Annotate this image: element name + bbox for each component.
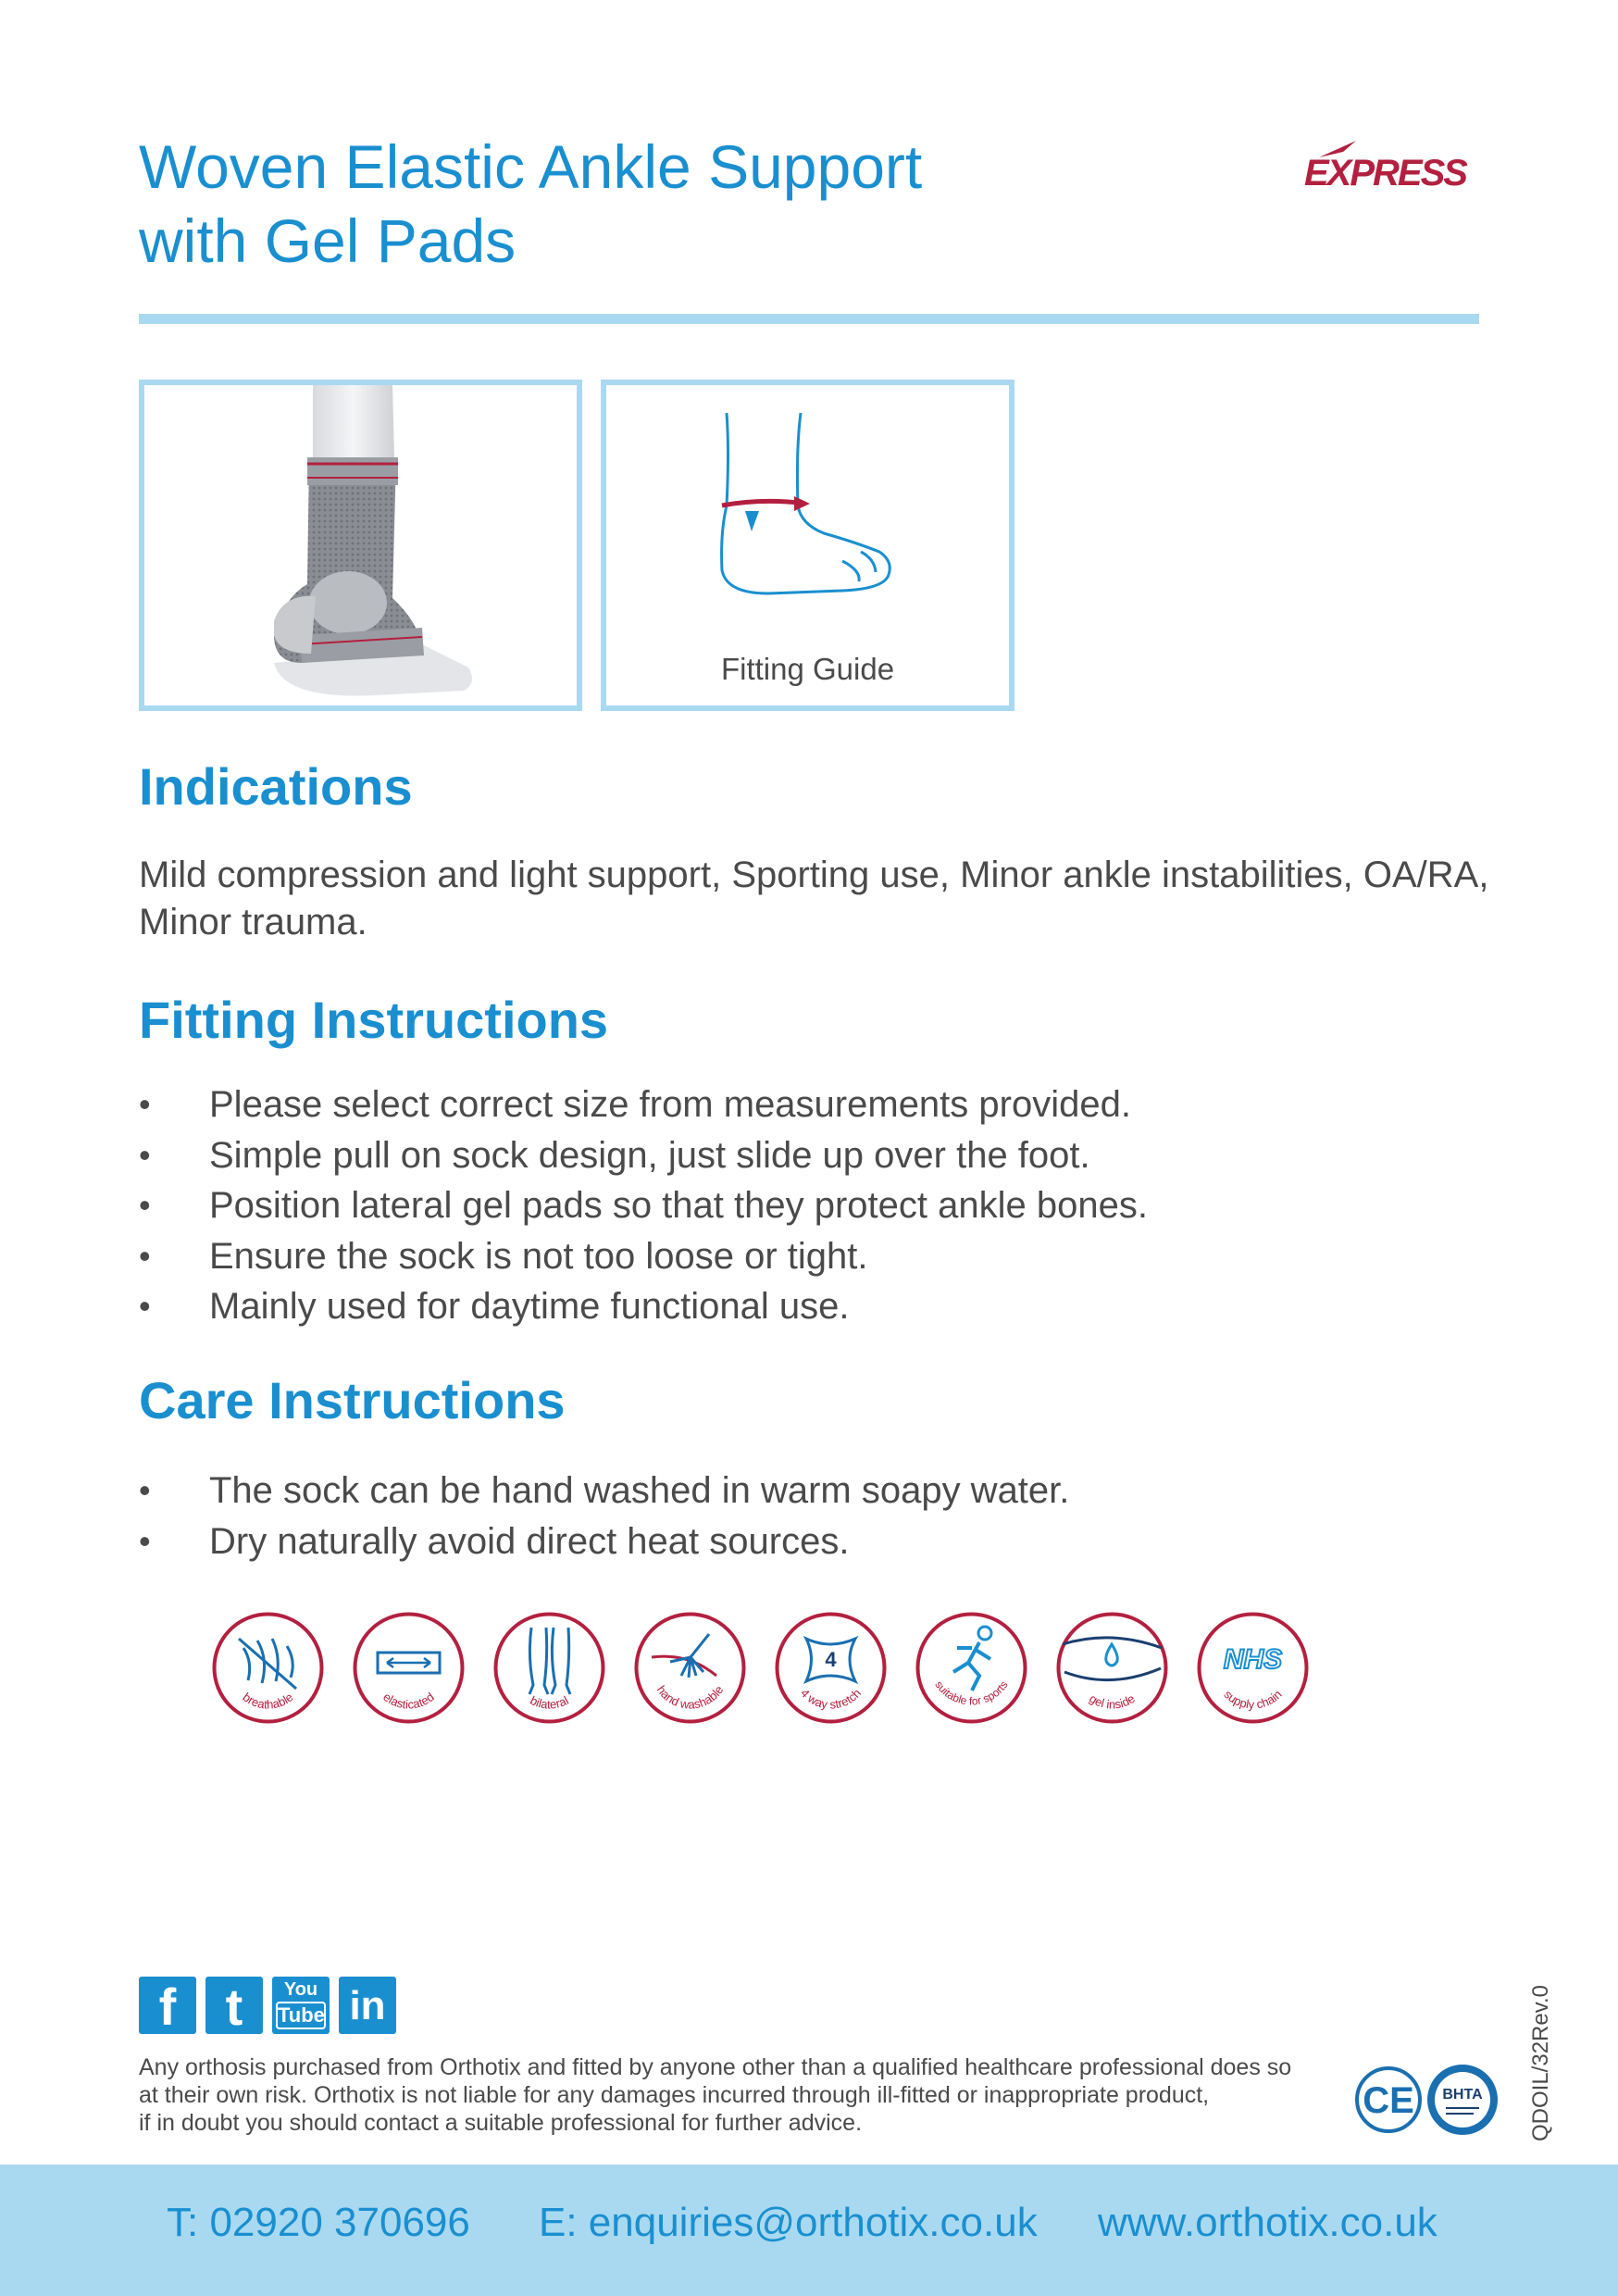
legs-icon	[492, 1611, 606, 1725]
svg-text:hand washable: hand washable	[653, 1682, 727, 1712]
product-photo-frame	[139, 380, 582, 711]
product-photo	[144, 385, 577, 705]
fitting-list	[139, 1079, 1481, 1332]
nhs-mark-text: NHS	[1223, 1644, 1283, 1675]
svg-text:BHTA: BHTA	[1442, 2087, 1483, 2103]
svg-text:bilateral: bilateral	[528, 1692, 571, 1712]
svg-text:elasticated: elasticated	[380, 1690, 437, 1712]
facebook-icon[interactable]: f	[139, 1977, 196, 2034]
title-line-1: Woven Elastic Ankle Support	[139, 132, 923, 201]
svg-text:CE: CE	[1363, 2080, 1414, 2121]
nhs-icon	[1196, 1611, 1310, 1725]
runner-icon	[915, 1611, 1028, 1725]
fitting-guide-caption: Fitting Guide	[720, 652, 895, 686]
disclaimer-line: at their own risk. Orthotix is not liable for any damages incurred through ill-fitted or inappropriate product,	[139, 2082, 1210, 2108]
stretch-arrows-icon	[352, 1611, 466, 1725]
svg-text:suitable for sports: suitable for sports	[932, 1678, 1011, 1708]
ce-mark-icon	[1357, 2068, 1420, 2131]
footer-bar	[0, 2165, 1618, 2296]
svg-text:gel inside: gel inside	[1087, 1691, 1138, 1712]
disclaimer	[139, 2053, 1342, 2137]
svg-text:4: 4	[825, 1648, 837, 1671]
document-code	[1500, 1977, 1564, 2143]
svg-text:QDOIL/32Rev.0: QDOIL/32Rev.0	[1528, 1985, 1553, 2141]
gel-drop-icon	[1055, 1611, 1169, 1725]
list-item: • The sock can be hand washed in warm soapy water.	[139, 1466, 1481, 1516]
linkedin-icon[interactable]: in	[339, 1977, 396, 2034]
four-arrows-icon	[774, 1611, 888, 1725]
fitting-heading: Fitting Instructions	[139, 991, 609, 1049]
footer-email[interactable]: E: enquiries@orthotix.co.uk	[539, 2200, 1038, 2245]
disclaimer-line: Any orthosis purchased from Orthotix and fitted by anyone other than a qualified healthcare professional does so	[139, 2054, 1292, 2080]
care-heading: Care Instructions	[139, 1371, 566, 1429]
certification-marks	[1353, 2062, 1501, 2138]
title-line-2: with Gel Pads	[139, 206, 517, 275]
care-list	[139, 1466, 1481, 1566]
youtube-text-you: You	[283, 1979, 318, 2000]
youtube-text-tube: Tube	[276, 2002, 326, 2029]
youtube-icon[interactable]	[272, 1977, 330, 2034]
footer-website[interactable]: www.orthotix.co.uk	[1098, 2200, 1438, 2245]
twitter-icon[interactable]: t	[205, 1977, 263, 2034]
feature-icons-row	[211, 1611, 1308, 1731]
express-logo	[1301, 137, 1481, 194]
fitting-guide-frame	[601, 380, 1014, 711]
list-item: • Ensure the sock is not too loose or tight.	[139, 1231, 1481, 1282]
list-item: • Simple pull on sock design, just slide up over the foot.	[139, 1130, 1481, 1181]
list-item: • Please select correct size from measurements provided.	[139, 1079, 1481, 1130]
svg-text:supply chain: supply chain	[1221, 1687, 1285, 1712]
list-item: • Position lateral gel pads so that they protect ankle bones.	[139, 1180, 1481, 1231]
airflow-icon	[211, 1611, 325, 1725]
list-item: • Dry naturally avoid direct heat sources.	[139, 1516, 1481, 1567]
express-logo-text: EXPRESS	[1304, 153, 1466, 193]
fitting-guide-illustration	[694, 413, 926, 626]
page-title	[139, 130, 1064, 278]
bhta-logo-icon	[1427, 2065, 1498, 2135]
disclaimer-line: if in doubt you should contact a suitable professional for further advice.	[139, 2110, 863, 2136]
list-item: • Mainly used for daytime functional use.	[139, 1281, 1481, 1332]
indications-text: Mild compression and light support, Sporting use, Minor ankle instabilities, OA/RA, Minor trauma.	[139, 855, 1489, 942]
svg-text:4 way stretch: 4 way stretch	[797, 1686, 865, 1712]
hand-water-icon	[633, 1611, 747, 1725]
indications-heading: Indications	[139, 757, 413, 816]
header-divider	[139, 314, 1479, 324]
footer-phone[interactable]: T: 02920 370696	[167, 2200, 470, 2245]
svg-text:breathable: breathable	[240, 1690, 296, 1712]
